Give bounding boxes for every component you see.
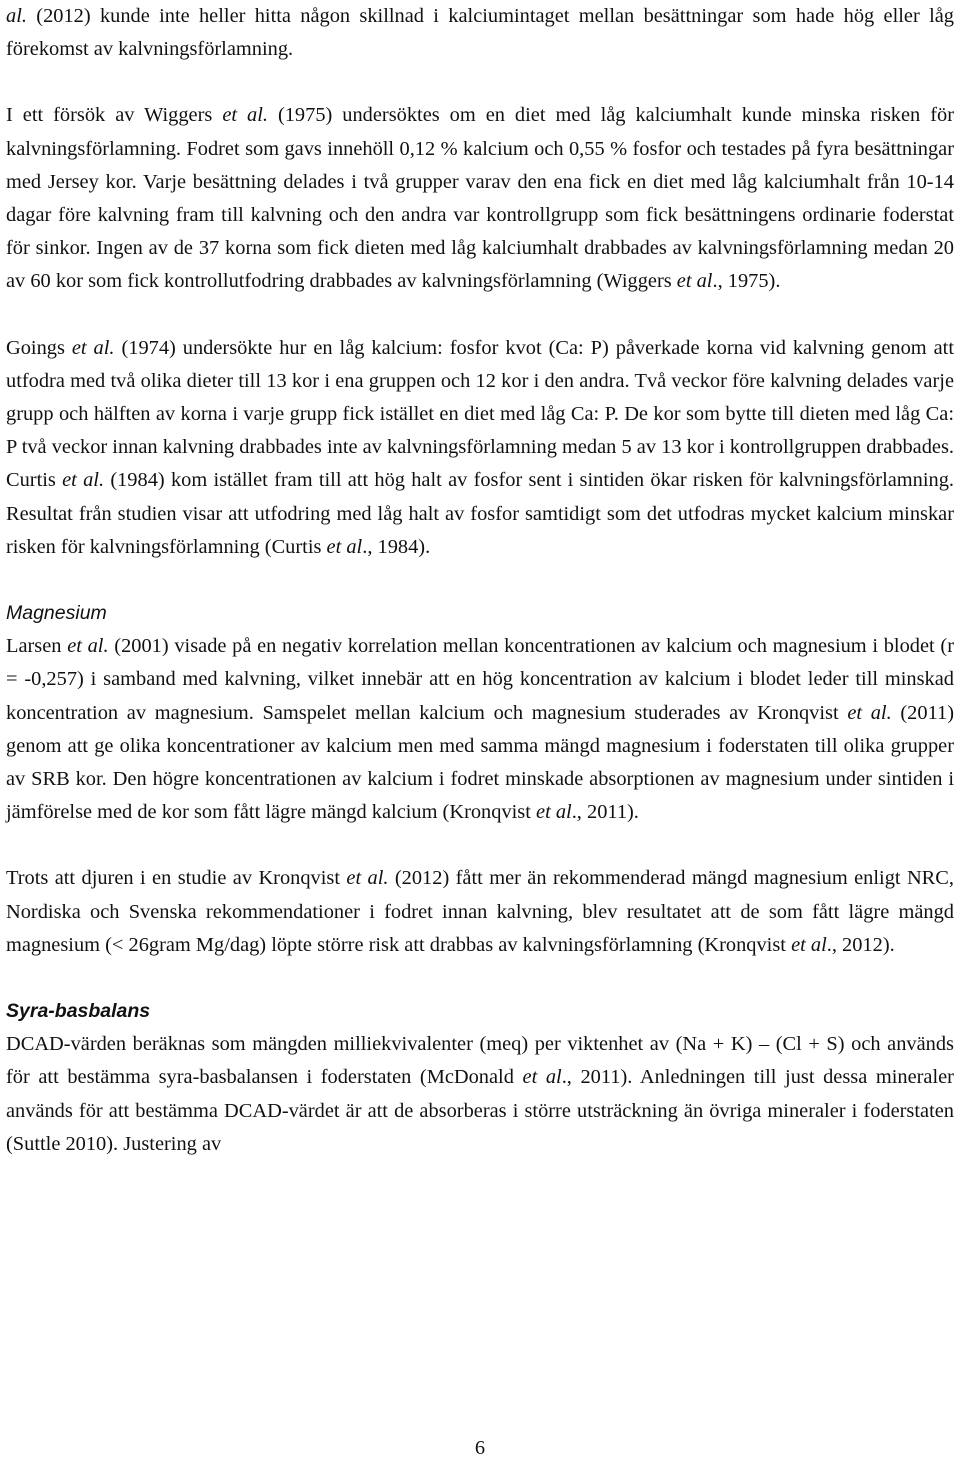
paragraph-gap bbox=[6, 66, 954, 99]
paragraph-text: (2011) genom att ge olika koncentrationer av kalcium men med samma mängd magnesium i foderstaten till olika grupper av SRB kor. Den högre koncentrationen av kalcium i fodret minskade absorptionen av magnesium under sintiden i jämförelse med de kor som fått lägre mängd kalcium (Kronqvist bbox=[6, 701, 954, 824]
paragraph-text: ., 2011). bbox=[571, 801, 639, 824]
paragraph-text: (1984) kom istället fram till att hög halt av fosfor sent i sintiden ökar risken för kalvningsförlamning. Resultat från studien visar att utfodring med låg halt av fosfor samtidigt som det utfodras mycket kalcium minskar risken för kalvningsförlamning (Curtis bbox=[6, 469, 954, 558]
paragraph-gap bbox=[6, 829, 954, 862]
section-heading-syra-basbalans: Syra-basbalans bbox=[6, 1000, 151, 1023]
document-page bbox=[6, 0, 954, 1161]
paragraph-text: (2012) kunde inte heller hitta någon skillnad i kalciumintaget mellan besättningar som hade hög eller låg förekomst av kalvningsförlamning. bbox=[6, 5, 954, 61]
paragraph-text: (2001) visade på en negativ korrelation mellan koncentrationen av kalcium och magnesium i blodet (r = -0,257) i samband med kalvning, vilket innebär att en hög koncentration av kalcium i blodet leder till minskad koncentration av magnesium. Samspelet mellan kalcium och magnesium studerades av Kronqvist bbox=[6, 635, 954, 724]
paragraph-wiggers bbox=[6, 99, 954, 298]
paragraph-gap bbox=[6, 564, 954, 597]
paragraph-text: ., 2012). bbox=[826, 933, 895, 956]
page-number: 6 bbox=[474, 1437, 486, 1459]
citation-etal: et al. bbox=[62, 469, 105, 492]
paragraph-gap bbox=[6, 962, 954, 995]
paragraph-text: I ett försök av Wiggers bbox=[6, 104, 223, 127]
citation-etal: et al. bbox=[71, 336, 115, 359]
paragraph-text: Goings bbox=[6, 336, 72, 359]
paragraph-gap bbox=[6, 299, 954, 332]
citation-etal: et al. bbox=[847, 701, 892, 724]
paragraph-text: ., 1975). bbox=[712, 270, 781, 293]
paragraph-text: (1974) undersökte hur en låg kalcium: fosfor kvot (Ca: P) påverkade korna vid kalvning genom att utfodra med två olika dieter till 13 kor i ena gruppen och 12 kor i den andra. Två veckor före kalvning delades varje grupp och hälften av korna i varje grupp fick istället en diet med låg Ca: P. De kor som bytte till dieten med låg Ca: P två veckor innan kalvning drabbades inte av kalvningsförlamning medan 5 av 13 kor i kontrollgruppen drabbades. Curtis bbox=[6, 336, 954, 492]
citation-etal: et al bbox=[326, 535, 363, 558]
paragraph-text: DCAD-värden beräknas som mängden milliekvivalenter (meq) per viktenhet av (Na + K) – (Cl + S) och används för att bestämma syra-basbalansen i foderstaten (McDonald bbox=[6, 1033, 954, 1089]
paragraph-text: (2012) fått mer än rekommenderad mängd magnesium enligt NRC, Nordiska och Svenska rekommendationer i fodret innan kalvning, blev resultatet att de som fått lägre mängd magnesium (< 26gram Mg/dag) löpte större risk att drabbas av kalvningsförlamning (Kronqvist bbox=[6, 867, 954, 956]
citation-etal: et al bbox=[536, 801, 572, 824]
paragraph-text: (1975) undersöktes om en diet med låg kalciumhalt kunde minska risken för kalvningsförlamning. Fodret som gavs innehöll 0,12 % kalcium och 0,55 % fosfor och testades på fyra besättningar med Jersey kor. Varje besättning delades i två grupper varav den ena fick en diet med låg kalciumhalt från 10-14 dagar före kalvning fram till kalvning och den andra var kontrollgrupp som fick besättningens ordinarie foderstat för sinkor. Ingen av de 37 korna som fick dieten med låg kalciumhalt drabbades av kalvningsförlamning medan 20 av 60 kor som fick kontrollutfodring drabbades av kalvningsförlamning (Wiggers bbox=[6, 104, 954, 293]
citation-etal: et al bbox=[522, 1066, 562, 1089]
paragraph-dcad bbox=[6, 1028, 954, 1161]
citation-etal: et al. bbox=[67, 635, 109, 658]
paragraph-text: ., 2011). Anledningen till just dessa mineraler används för att bestämma DCAD-värdet är att de absorberas i större utsträckning än övriga mineraler i foderstaten (Suttle 2010). Justering av bbox=[6, 1066, 954, 1155]
paragraph-text: Trots att djuren i en studie av Kronqvist bbox=[6, 867, 347, 890]
citation-etal: et al bbox=[676, 270, 713, 293]
paragraph-goings bbox=[6, 332, 954, 564]
paragraph-kronqvist bbox=[6, 862, 954, 962]
paragraph-text: ., 1984). bbox=[362, 535, 431, 558]
citation-etal: al. bbox=[6, 5, 27, 27]
paragraph-text: Larsen bbox=[6, 635, 68, 658]
paragraph-kalcium-intag bbox=[6, 0, 954, 66]
paragraph-larsen bbox=[6, 630, 954, 829]
citation-etal: et al. bbox=[346, 867, 389, 890]
section-heading-magnesium: Magnesium bbox=[6, 602, 107, 625]
citation-etal: et al. bbox=[222, 104, 268, 127]
citation-etal: et al bbox=[791, 933, 827, 956]
